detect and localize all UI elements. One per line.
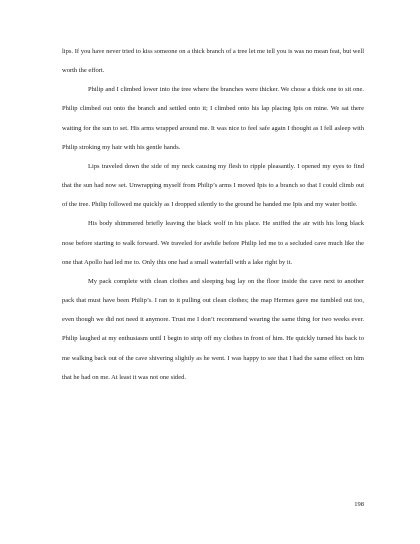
paragraph: Lips traveled down the side of my neck causing my flesh to ripple pleasantly. I opened my eyes to find that the sun had now set. Unwrapping myself from Philip’s arms I moved Ipis to a branch so that I could climb out of the tree. Philip followed me quickly as I dropped silently to the ground he handed me Ipis and my water bottle. xyxy=(62,162,364,209)
paragraph: Philip and I climbed lower into the tree where the branches were thicker. We chose a thick one to sit one. Philip climbed out onto the branch and settled onto it; I climbed onto his lap placing Ipis on mine. We sat there waiting for the sun to set. His arms wrapped around me. It was nice to feel safe again I thought as I fell asleep with Philip stroking my hair with his gentle hands. xyxy=(62,86,364,151)
paragraph: His body shimmered briefly leaving the black wolf in his place. He sniffed the air with his long black nose before starting to walk forward. We traveled for awhile before Philip led me to a secluded cave much like the one that Apollo had led me to. Only this one had a small waterfall with a lake right by it. xyxy=(62,220,364,266)
paragraph: lips. If you have never tried to kiss someone on a thick branch of a tree let me tell you is was no mean feat, but well worth the effort. xyxy=(62,48,364,75)
paragraph: My pack complete with clean clothes and sleeping bag lay on the floor inside the cave next to another pack that must have been Philip’s. I ran to it pulling out clean clothes; the map Hermes gave me tumbled out too, even though we did not need it anymore. Trust me I don’t recommend wearing the same thing for two weeks ever. Philip laughed at my enthusiasm until I begin to strip off my clothes in front of him. He quickly turned his back to me walking back out of the cave shivering slightly as he went. I was happy to see that I had the same effect on him that he had on me. At least it was not one sided. xyxy=(62,277,364,381)
page-number: 198 xyxy=(354,501,364,508)
body-text xyxy=(62,42,364,387)
